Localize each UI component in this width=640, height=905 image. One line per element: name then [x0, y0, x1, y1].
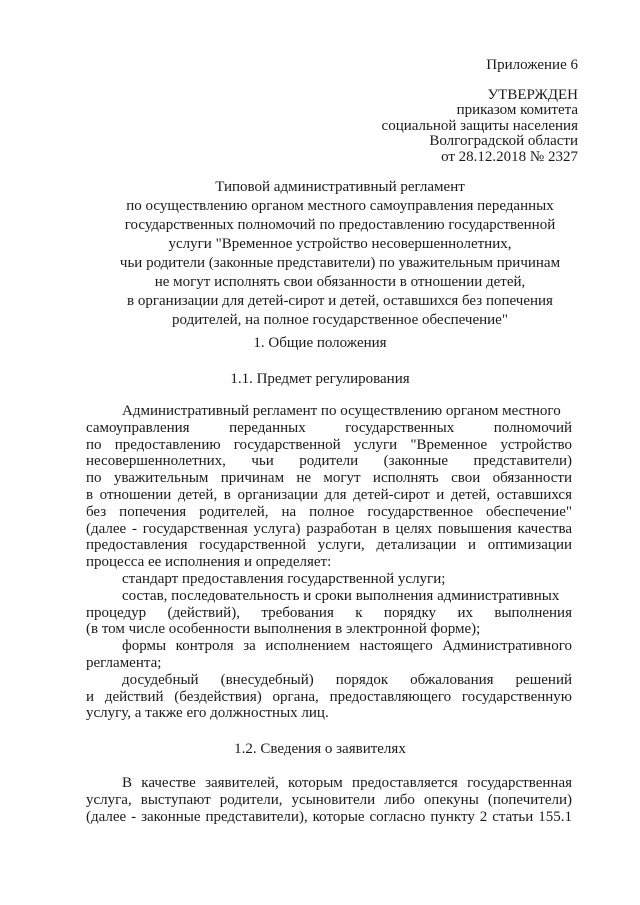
title-line: в организации для детей-сирот и детей, оставшихся без попечения [127, 293, 553, 309]
title-line: чьи родители (законные представители) по уважительным причинам [119, 255, 561, 271]
title-line: Типовой административный регламент [215, 179, 465, 195]
title-line: не могут исполнять свои обязанности в отношении детей, [154, 274, 526, 290]
document-title [80, 178, 600, 330]
paragraph-line: В качестве заявителей, которым предоставляется государственная [122, 775, 572, 791]
paragraph-line: несовершеннолетних, чьи родители (законные представители) [86, 453, 572, 470]
list-item-line: (в том числе особенности выполнения в электронной форме); [86, 621, 481, 638]
approval-line: приказом комитета [456, 102, 578, 118]
paragraph-subject [86, 403, 572, 722]
paragraph-line: процесса ее исполнения и определяет: [86, 554, 332, 571]
list-item-line: процедур (действий), требования к порядку их выполнения [86, 604, 572, 621]
approval-line: УТВЕРЖДЕН [487, 86, 578, 103]
subsection-heading: 1.2. Сведения о заявителях [234, 741, 406, 757]
list-item-line: досудебный (внесудебный) порядок обжалования решений [122, 671, 572, 688]
subsection-heading: 1.1. Предмет регулирования [230, 371, 410, 387]
list-item-line: состав, последовательность и сроки выполнения административных [122, 587, 560, 604]
list-item-line: стандарт предоставления государственной услуги; [122, 570, 446, 587]
approval-line: Волгоградской области [429, 133, 578, 149]
paragraph-line: по предоставлению государственной услуги "Временное устройство [86, 436, 572, 453]
paragraph-line: в отношении детей, в организации для детей-сирот и детей, оставшихся [86, 486, 572, 503]
title-line: услуги "Временное устройство несовершеннолетних, [168, 236, 512, 252]
paragraph-line: услуга, выступают родители, усыновители либо опекуны (попечители) [86, 791, 572, 808]
title-line: государственных полномочий по предоставлению государственной [124, 217, 556, 233]
list-item-line: регламента; [86, 654, 162, 671]
list-item-line: и действий (бездействия) органа, предоставляющего государственную [86, 688, 572, 705]
list-item-line: услугу, а также его должностных лиц. [86, 705, 329, 722]
paragraph-line: Административный регламент по осуществлению органом местного [122, 403, 561, 419]
paragraph-line: предоставления государственной услуги, детализации и оптимизации [86, 537, 572, 554]
paragraph-line: самоуправления переданных государственных полномочий [86, 419, 572, 436]
paragraph-line: (далее - государственная услуга) разработан в целях повышения качества [86, 520, 572, 537]
title-line: по осуществлению органом местного самоуправления переданных [126, 198, 554, 214]
approval-line: социальной защиты населения [381, 117, 578, 134]
paragraph-applicants [86, 775, 572, 825]
approval-line: от 28.12.2018 № 2327 [441, 148, 578, 165]
section-heading: 1. Общие положения [253, 335, 387, 351]
approval-block [382, 58, 578, 165]
list-item-line: формы контроля за исполнением настоящего Административного [122, 638, 572, 655]
appendix-label: Приложение 6 [486, 57, 578, 73]
paragraph-line: без попечения родителей, на полное государственное обеспечение" [86, 503, 572, 520]
paragraph-line: по уважительным причинам не могут исполнять свои обязанности [86, 470, 572, 487]
paragraph-line: (далее - законные представители), которые согласно пункту 2 статьи 155.1 [86, 808, 572, 825]
title-line: родителей, на полное государственное обеспечение" [172, 312, 508, 328]
